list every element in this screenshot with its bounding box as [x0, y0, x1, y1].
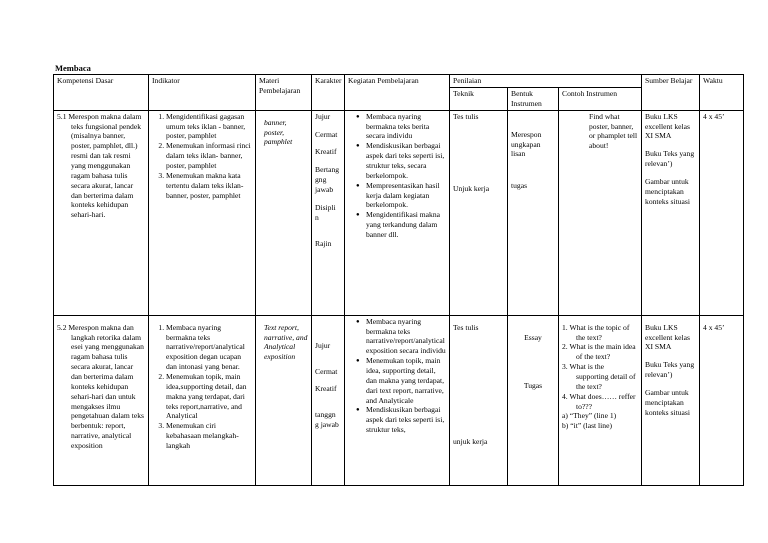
karakter-item: Cermat	[315, 129, 338, 139]
header-row	[54, 75, 744, 88]
header-sumber: Sumber Belajar	[642, 75, 700, 111]
teknik-item: Tes tulis	[453, 111, 479, 121]
sumber-item: Buku LKS excellent kelas XI SMA	[645, 111, 690, 141]
teknik-cell	[450, 110, 508, 315]
list-item: ● Membaca nyaring bermakna teks narrative/report/analytical exposition secara individu	[358, 317, 446, 356]
karakter-item: Disipli n	[315, 202, 336, 222]
waktu-cell	[700, 315, 744, 485]
contoh-cell	[559, 110, 642, 315]
sumber-item: Gambar untuk menciptakan konteks situasi	[645, 177, 690, 206]
list-item: ● Membaca nyaring bermakna teks berita secara individu	[358, 112, 446, 142]
karakter-item: Kreatif	[315, 384, 337, 394]
sumber-item: Gambar untuk menciptakan konteks situasi	[645, 388, 690, 417]
list-item: 2. Menemukan topik, main idea,supporting detail, dan makna yang terdapat, dari teks report,narrative, and Analytical	[166, 372, 252, 421]
kegiatan-list	[348, 112, 446, 240]
kd-cell	[54, 315, 149, 485]
sumber-item: Buku Teks yang relevan’)	[645, 360, 695, 380]
header-penilaian: Penilaian	[450, 75, 642, 88]
kegiatan-list	[348, 317, 446, 435]
table-row	[54, 315, 744, 485]
bentuk-cell	[508, 110, 559, 315]
header-kegiatan: Kegiatan Pembelajaran	[345, 75, 450, 111]
list-item: a) “They” (line 1)	[562, 411, 617, 421]
list-item: 3. Menemukan makna kata tertentu dalam teks iklan- banner, poster, pamphlet	[166, 171, 252, 201]
list-item: 1. What is the topic of the text?	[562, 322, 630, 342]
kegiatan-cell	[345, 315, 450, 485]
indikator-cell	[149, 315, 256, 485]
kegiatan-cell	[345, 110, 450, 315]
sumber-item: Buku LKS excellent kelas XI SMA	[645, 322, 690, 352]
list-item: ● Mempresentasikan hasil kerja dalam kegiatan berkelompok.	[358, 181, 446, 211]
teknik-item: Tes tulis	[453, 322, 479, 332]
list-item: ● Menemukan topik, main idea, supporting detail, dan makna yang terdapat, dari text report, narrative, and Analyticale	[358, 356, 446, 405]
karakter-item: Jujur	[315, 111, 331, 121]
list-item: 1. Mengidentifikasi gagasan umum teks iklan - banner, poster, pamphlet	[166, 112, 252, 142]
bentuk-item: Essay	[524, 332, 542, 342]
bentuk-cell	[508, 315, 559, 485]
list-item: 2. Menemukan informasi rinci dalam teks iklan- banner, poster, pamphlet	[166, 141, 252, 171]
indikator-cell	[149, 110, 256, 315]
list-item: ● Mengidentifikasi makna yang terkandung dalam banner dll.	[358, 210, 446, 240]
syllabus-table	[53, 74, 744, 486]
materi-cell	[256, 315, 312, 485]
list-item: 2. What is the main idea of the text?	[562, 342, 636, 362]
list-item: ● Mendiskusikan berbagai aspek dari teks seperti isi, struktur teks, secara berkelompok.	[358, 141, 446, 180]
list-item: b) “it” (last line)	[562, 421, 612, 431]
sumber-cell	[642, 315, 700, 485]
contoh-cell	[559, 315, 642, 485]
waktu-text: 4 x 45’	[703, 322, 725, 332]
indikator-list	[152, 323, 252, 451]
contoh-text: Find what poster, banner, or phamplet tell about!	[589, 111, 638, 151]
materi-text: Text report, narrative, and Analytical exposition	[264, 322, 308, 362]
list-item: 3. Menemukan ciri kebahasaan melangkah-langkah	[166, 421, 252, 451]
kd-text: 5.1 Merespon makna dalam teks fungsional pendek (misalnya banner, poster, pamphlet, dll.) resmi dan tak resmi yang menggunakan ragam bahasa tulis secara akurat, lancar dan berterima dalam konteks kehidupan sehari-hari.	[57, 111, 142, 220]
karakter-cell	[312, 110, 345, 315]
materi-cell	[256, 110, 312, 315]
table-row	[54, 110, 744, 315]
list-item: 3. What is the supporting detail of the text?	[562, 362, 636, 391]
karakter-item: tanggn g jawab	[315, 410, 339, 430]
karakter-item: Kreatif	[315, 147, 337, 157]
indikator-list	[152, 112, 252, 201]
header-waktu: Waktu	[700, 75, 744, 111]
waktu-text: 4 x 45’	[703, 111, 725, 121]
sumber-cell	[642, 110, 700, 315]
header-materi: Materi Pembelajaran	[256, 75, 312, 111]
materi-text: banner, poster, pamphlet	[264, 117, 293, 147]
karakter-item: Jujur	[315, 340, 331, 350]
bentuk-item: tugas	[511, 181, 528, 191]
list-item: 4. What does…… reffer to???	[562, 391, 636, 411]
header-kompetensi: Kompetensi Dasar	[54, 75, 149, 111]
header-contoh: Contoh Instrumen	[559, 88, 642, 111]
teknik-item: Unjuk kerja	[453, 183, 490, 193]
bentuk-item: Merespon ungkapan lisan	[511, 129, 542, 159]
karakter-item: Rajin	[315, 238, 332, 248]
sumber-item: Buku Teks yang relevan’)	[645, 149, 695, 169]
header-teknik: Teknik	[450, 88, 508, 111]
section-heading: Membaca	[55, 63, 91, 73]
header-indikator: Indikator	[149, 75, 256, 111]
list-item: 1. Membaca nyaring bermakna teks narrative/report/analytical exposition degan ucapan dan intonasi yang benar.	[166, 323, 252, 372]
karakter-item: Bertang gng jawab	[315, 165, 340, 195]
karakter-cell	[312, 315, 345, 485]
teknik-cell	[450, 315, 508, 485]
kd-text: 5.2 Merespon makna dan langkah retorika dalam esei yang menggunakan ragam bahasa tulis secara akurat, lancar dan berterima dalam konteks kehidupan sehari-hari dan untuk mengakses ilmu pengetahuan dalam teks berbentuk: report, narrative, analytical exposition	[57, 322, 144, 451]
teknik-item: unjuk kerja	[453, 436, 488, 446]
list-item: ● Mendiskusikan berbagai aspek dari teks seperti isi, struktur teks,	[358, 405, 446, 435]
header-bentuk: Bentuk Instrumen	[508, 88, 559, 111]
header-karakter: Karakter	[312, 75, 345, 111]
karakter-item: Cermat	[315, 366, 338, 376]
kd-cell	[54, 110, 149, 315]
waktu-cell	[700, 110, 744, 315]
bentuk-item: Tugas	[523, 380, 543, 390]
